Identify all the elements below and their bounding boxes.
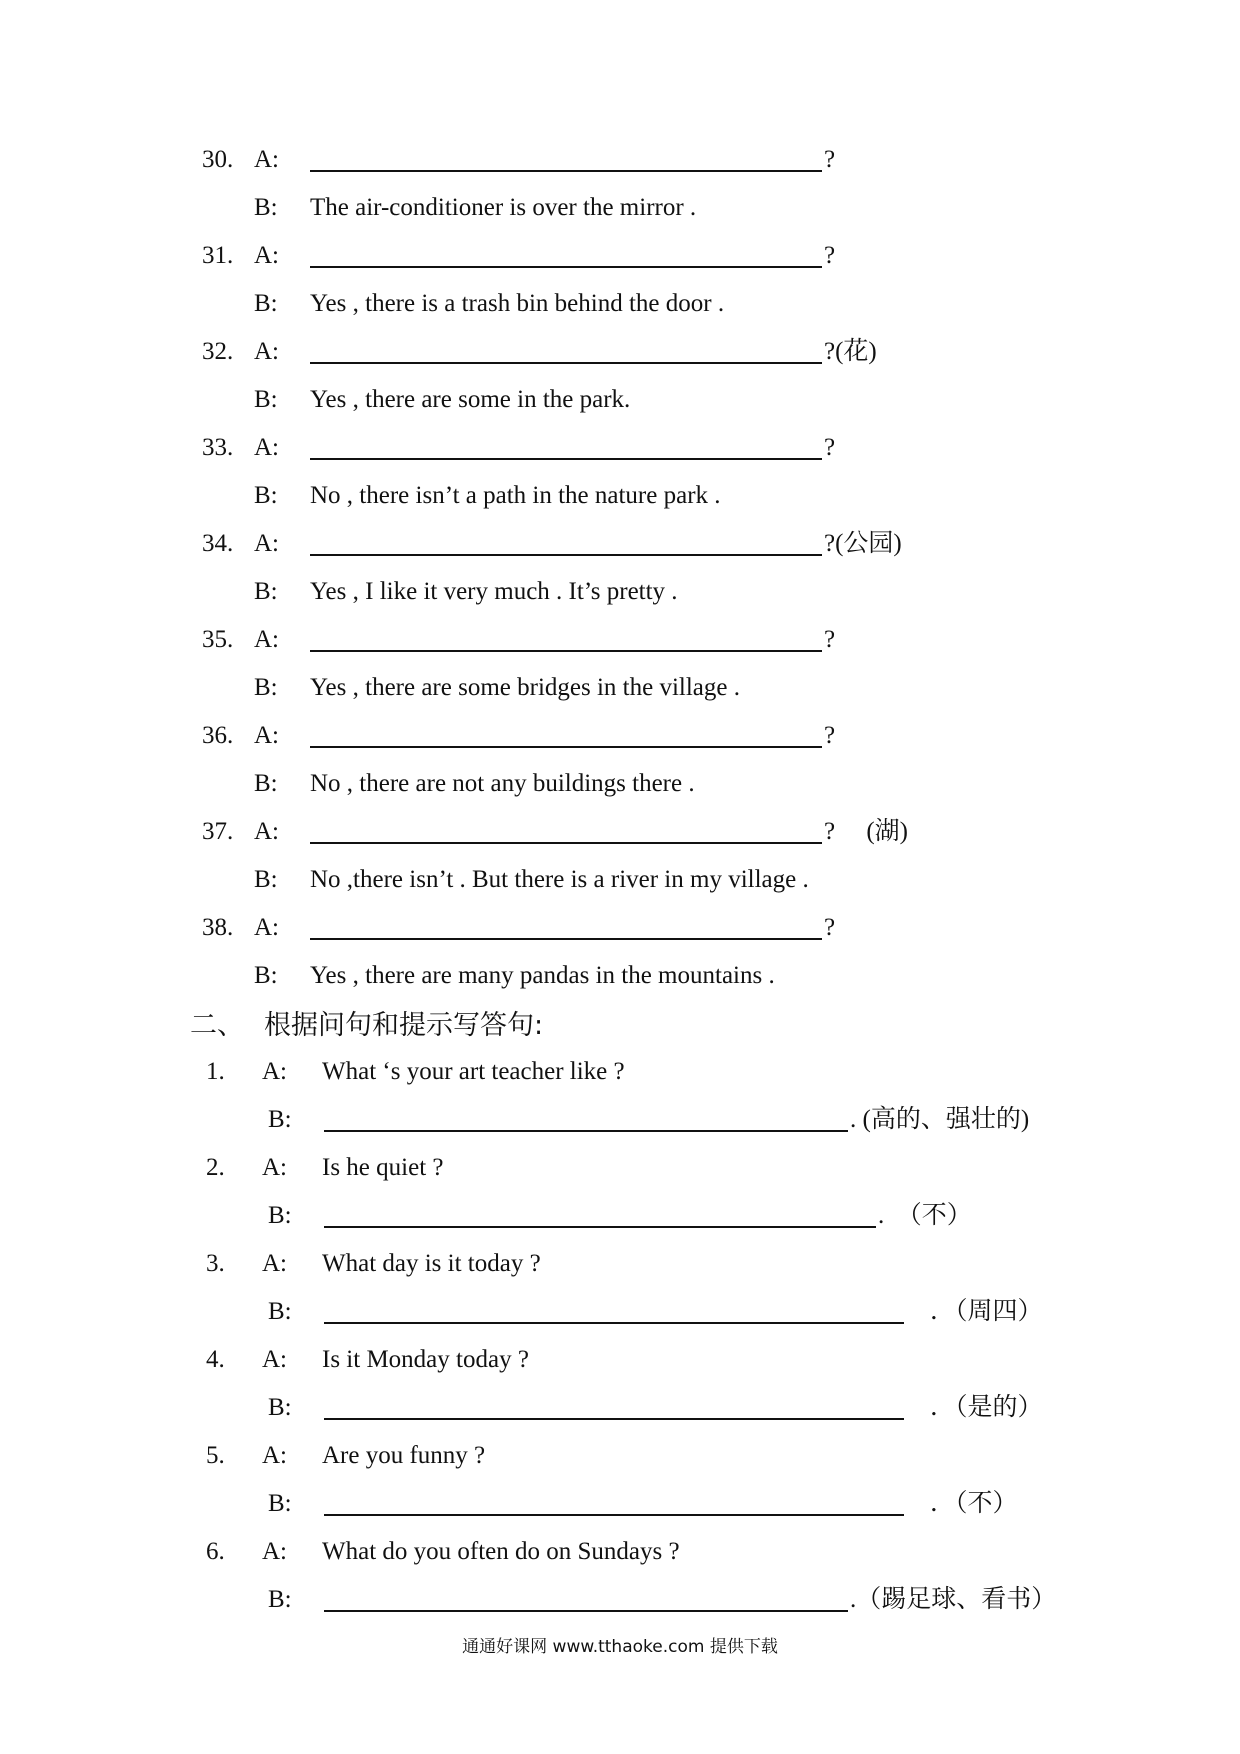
- answer-blank[interactable]: [310, 458, 822, 460]
- speaker-a: A:: [262, 1250, 287, 1277]
- answer-blank[interactable]: [310, 842, 822, 844]
- response-text: Yes , there is a trash bin behind the door .: [310, 290, 725, 317]
- speaker-b: B:: [254, 482, 278, 509]
- item-number: 3.: [206, 1250, 225, 1277]
- blank-suffix: ?: [824, 914, 836, 941]
- item-number: 2.: [206, 1154, 225, 1181]
- item-5-b: [268, 1484, 1068, 1524]
- question-36-a: [202, 716, 1022, 756]
- speaker-b: B:: [254, 770, 278, 797]
- question-number: 32.: [202, 338, 234, 365]
- answer-blank[interactable]: [324, 1418, 904, 1420]
- answer-blank[interactable]: [310, 650, 822, 652]
- question-text: What ‘s your art teacher like ?: [322, 1058, 625, 1085]
- speaker-b: B:: [254, 578, 278, 605]
- question-31-b: [254, 284, 1074, 324]
- response-text: No , there isn’t a path in the nature park .: [310, 482, 721, 509]
- blank-suffix: ?: [824, 242, 836, 269]
- item-6-b: [268, 1580, 1068, 1620]
- item-number: 5.: [206, 1442, 225, 1469]
- speaker-a: A:: [262, 1442, 287, 1469]
- speaker-a: A:: [262, 1346, 287, 1373]
- answer-blank[interactable]: [310, 554, 822, 556]
- item-4-b: [268, 1388, 1068, 1428]
- response-text: Yes , there are many pandas in the mountains .: [310, 962, 775, 989]
- speaker-b: B:: [254, 386, 278, 413]
- item-number: 1.: [206, 1058, 225, 1085]
- question-38-b: [254, 956, 1074, 996]
- response-text: No , there are not any buildings there .: [310, 770, 695, 797]
- speaker-a: A:: [254, 626, 279, 653]
- response-text: No ,there isn’t . But there is a river in my village .: [310, 866, 809, 893]
- question-30-b: [254, 188, 1074, 228]
- item-1-b: [268, 1100, 1068, 1140]
- question-number: 35.: [202, 626, 234, 653]
- question-37-a: [202, 812, 1022, 852]
- speaker-b: B:: [268, 1490, 292, 1517]
- response-text: The air-conditioner is over the mirror .: [310, 194, 697, 221]
- answer-blank[interactable]: [310, 362, 822, 364]
- speaker-a: A:: [262, 1058, 287, 1085]
- blank-suffix: ?: [824, 722, 836, 749]
- question-number: 38.: [202, 914, 234, 941]
- response-text: Yes , there are some bridges in the village .: [310, 674, 740, 701]
- hint-text: ．（不）: [930, 1490, 1018, 1517]
- item-4-a: [206, 1340, 1066, 1380]
- item-6-a: [206, 1532, 1066, 1572]
- speaker-a: A:: [254, 146, 279, 173]
- speaker-a: A:: [254, 530, 279, 557]
- answer-blank[interactable]: [324, 1322, 904, 1324]
- speaker-b: B:: [254, 290, 278, 317]
- question-number: 34.: [202, 530, 234, 557]
- page-footer: 通通好课网 www.tthaoke.com 提供下载: [462, 1637, 778, 1657]
- question-34-a: [202, 524, 1022, 564]
- answer-blank[interactable]: [324, 1130, 848, 1132]
- blank-suffix: ?(公园): [824, 530, 902, 557]
- question-32-b: [254, 380, 1074, 420]
- blank-suffix: ? (湖): [824, 818, 908, 845]
- question-32-a: [202, 332, 1022, 372]
- hint-text: . (高的、强壮的): [850, 1106, 1030, 1133]
- speaker-a: A:: [254, 242, 279, 269]
- speaker-a: A:: [254, 818, 279, 845]
- item-3-a: [206, 1244, 1066, 1284]
- response-text: Yes , I like it very much . It’s pretty .: [310, 578, 678, 605]
- hint-text: .（踢足球、看书）: [850, 1586, 1057, 1613]
- speaker-b: B:: [254, 674, 278, 701]
- blank-suffix: ?(花): [824, 338, 877, 365]
- speaker-a: A:: [254, 722, 279, 749]
- answer-blank[interactable]: [310, 266, 822, 268]
- question-33-b: [254, 476, 1074, 516]
- speaker-b: B:: [268, 1394, 292, 1421]
- hint-text: . （不）: [878, 1202, 972, 1229]
- section-marker: 二、: [190, 1010, 244, 1041]
- item-2-b: [268, 1196, 1068, 1236]
- item-2-a: [206, 1148, 1066, 1188]
- question-37-b: [254, 860, 1074, 900]
- speaker-b: B:: [268, 1586, 292, 1613]
- speaker-b: B:: [268, 1106, 292, 1133]
- question-33-a: [202, 428, 1022, 468]
- speaker-a: A:: [262, 1154, 287, 1181]
- item-1-a: [206, 1052, 1066, 1092]
- speaker-b: B:: [254, 194, 278, 221]
- blank-suffix: ?: [824, 146, 836, 173]
- answer-blank[interactable]: [324, 1226, 876, 1228]
- question-35-b: [254, 668, 1074, 708]
- speaker-b: B:: [254, 962, 278, 989]
- speaker-a: A:: [254, 434, 279, 461]
- answer-blank[interactable]: [310, 938, 822, 940]
- question-38-a: [202, 908, 1022, 948]
- speaker-b: B:: [268, 1298, 292, 1325]
- blank-suffix: ?: [824, 626, 836, 653]
- speaker-b: B:: [254, 866, 278, 893]
- item-number: 6.: [206, 1538, 225, 1565]
- question-text: What day is it today ?: [322, 1250, 541, 1277]
- question-number: 37.: [202, 818, 234, 845]
- question-text: Is it Monday today ?: [322, 1346, 529, 1373]
- question-36-b: [254, 764, 1074, 804]
- question-text: What do you often do on Sundays ?: [322, 1538, 680, 1565]
- response-text: Yes , there are some in the park.: [310, 386, 631, 413]
- item-5-a: [206, 1436, 1066, 1476]
- hint-text: ．（周四）: [930, 1298, 1043, 1325]
- question-text: Are you funny ?: [322, 1442, 486, 1469]
- item-number: 4.: [206, 1346, 225, 1373]
- question-34-b: [254, 572, 1074, 612]
- question-30-a: [202, 140, 1022, 180]
- question-number: 30.: [202, 146, 234, 173]
- answer-blank[interactable]: [310, 746, 822, 748]
- hint-text: ．（是的）: [930, 1394, 1043, 1421]
- answer-blank[interactable]: [324, 1610, 848, 1612]
- item-3-b: [268, 1292, 1068, 1332]
- speaker-a: A:: [254, 338, 279, 365]
- question-number: 36.: [202, 722, 234, 749]
- speaker-a: A:: [262, 1538, 287, 1565]
- answer-blank[interactable]: [310, 170, 822, 172]
- question-number: 31.: [202, 242, 234, 269]
- speaker-b: B:: [268, 1202, 292, 1229]
- question-35-a: [202, 620, 1022, 660]
- answer-blank[interactable]: [324, 1514, 904, 1516]
- speaker-a: A:: [254, 914, 279, 941]
- question-text: Is he quiet ?: [322, 1154, 444, 1181]
- section-title: 根据问句和提示写答句:: [264, 1010, 544, 1041]
- blank-suffix: ?: [824, 434, 836, 461]
- question-31-a: [202, 236, 1022, 276]
- question-number: 33.: [202, 434, 234, 461]
